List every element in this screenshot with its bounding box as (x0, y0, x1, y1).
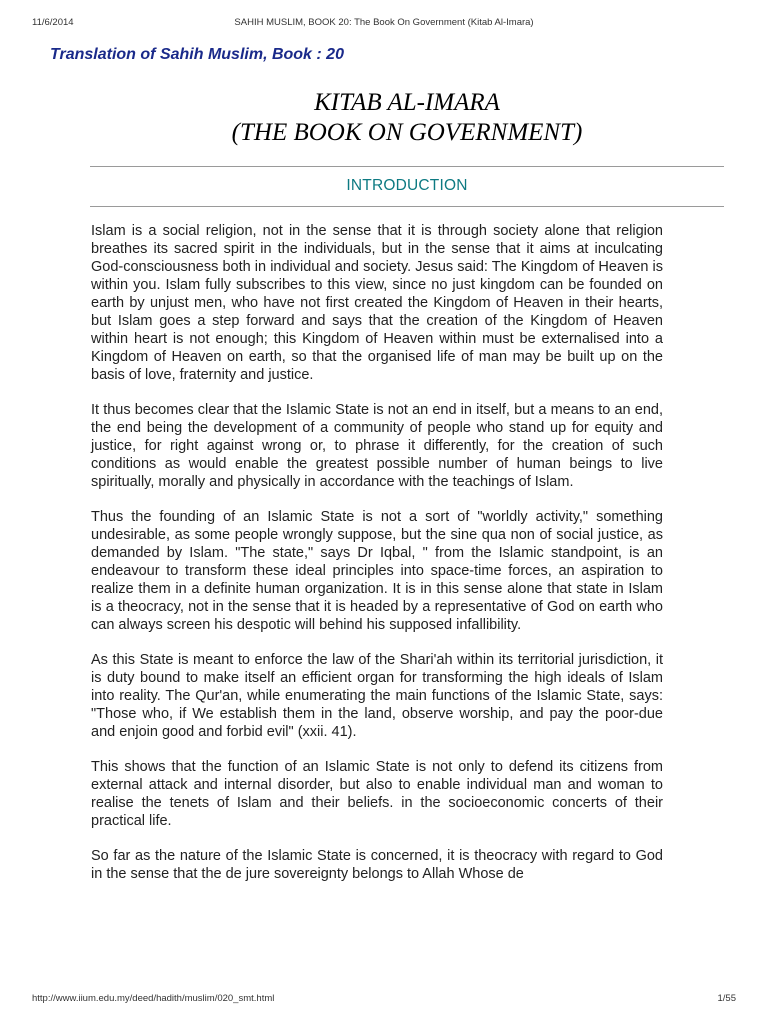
paragraph: It thus becomes clear that the Islamic State is not an end in itself, but a means to an end, the end being the development of a community of people who stand up for equity and justice, for right against wrong or, to phrase it differently, for the creation of such conditions as would enable the greatest possible number of human beings to live spiritually, morally and physically in accordance with the teachings of Islam. (91, 402, 663, 490)
section-heading: INTRODUCTION (346, 177, 468, 194)
divider-bottom (90, 206, 724, 207)
paragraph: This shows that the function of an Islamic State is not only to defend its citizens from external attack and internal disorder, but also to enable individual man and woman to realise the tenets of Islam and their beliefs. in the socioeconomic concerts of their practical life. (91, 759, 663, 829)
page-number: 1/55 (717, 993, 736, 1004)
print-header (32, 17, 736, 29)
paragraph: Islam is a social religion, not in the sense that it is through society alone that religion breathes its sacred spirit in the individuals, but in the sense that it aims at inculcating God-consciousness both in individual and society. Jesus said: The Kingdom of Heaven is within you. Islam fully subscribes to this view, since no just kingdom can be founded on earth by unjust men, who have not first created the Kingdom of Heaven in their hearts, but Islam goes a step forward and says that the creation of the Kingdom of Heaven within heart is not enough; this Kingdom of Heaven within must be externalised into a Kingdom of Heaven on earth, so that the organised life of man may be built up on the basis of love, fraternity and justice. (91, 223, 663, 383)
page-title-line-2: (THE BOOK ON GOVERNMENT) (231, 119, 583, 146)
page-title (90, 88, 724, 148)
print-footer (32, 993, 736, 1005)
paragraph: So far as the nature of the Islamic State is concerned, it is theocracy with regard to God in the sense that the de jure sovereignty belongs to Allah Whose de (91, 848, 663, 882)
paragraph: Thus the founding of an Islamic State is not a sort of "worldly activity," something undesirable, as some people wrongly suppose, but the sine qua non of social justice, as demanded by Islam. "The state," says Dr Iqbal, " from the Islamic standpoint, is an endeavour to transform these ideal principles into space-time forces, an aspiration to realize them in a definite human organization. It is in this sense alone that state in Islam is a theocracy, not in the sense that it is headed by a representative of God on earth who can always screen his despotic will behind his supposed infallibility. (91, 509, 663, 633)
print-date: 11/6/2014 (32, 17, 74, 28)
page-title-line-1: KITAB AL-IMARA (314, 89, 500, 116)
print-page-title: SAHIH MUSLIM, BOOK 20: The Book On Government (Kitab Al-Imara) (234, 17, 534, 28)
print-url: http://www.iium.edu.my/deed/hadith/muslim/020_smt.html (32, 993, 275, 1004)
paragraph: As this State is meant to enforce the law of the Shari'ah within its territorial jurisdiction, it is duty bound to make itself an efficient organ for transforming the high ideals of Islam into reality. The Qur'an, while enumerating the main functions of the Islamic State, says: "Those who, if We establish them in the land, observe worship, and pay the poor-due and enjoin good and forbid evil" (xxii. 41). (91, 652, 663, 740)
book-label: Translation of Sahih Muslim, Book : 20 (50, 46, 344, 63)
article-body (91, 222, 663, 900)
divider-top (90, 166, 724, 167)
